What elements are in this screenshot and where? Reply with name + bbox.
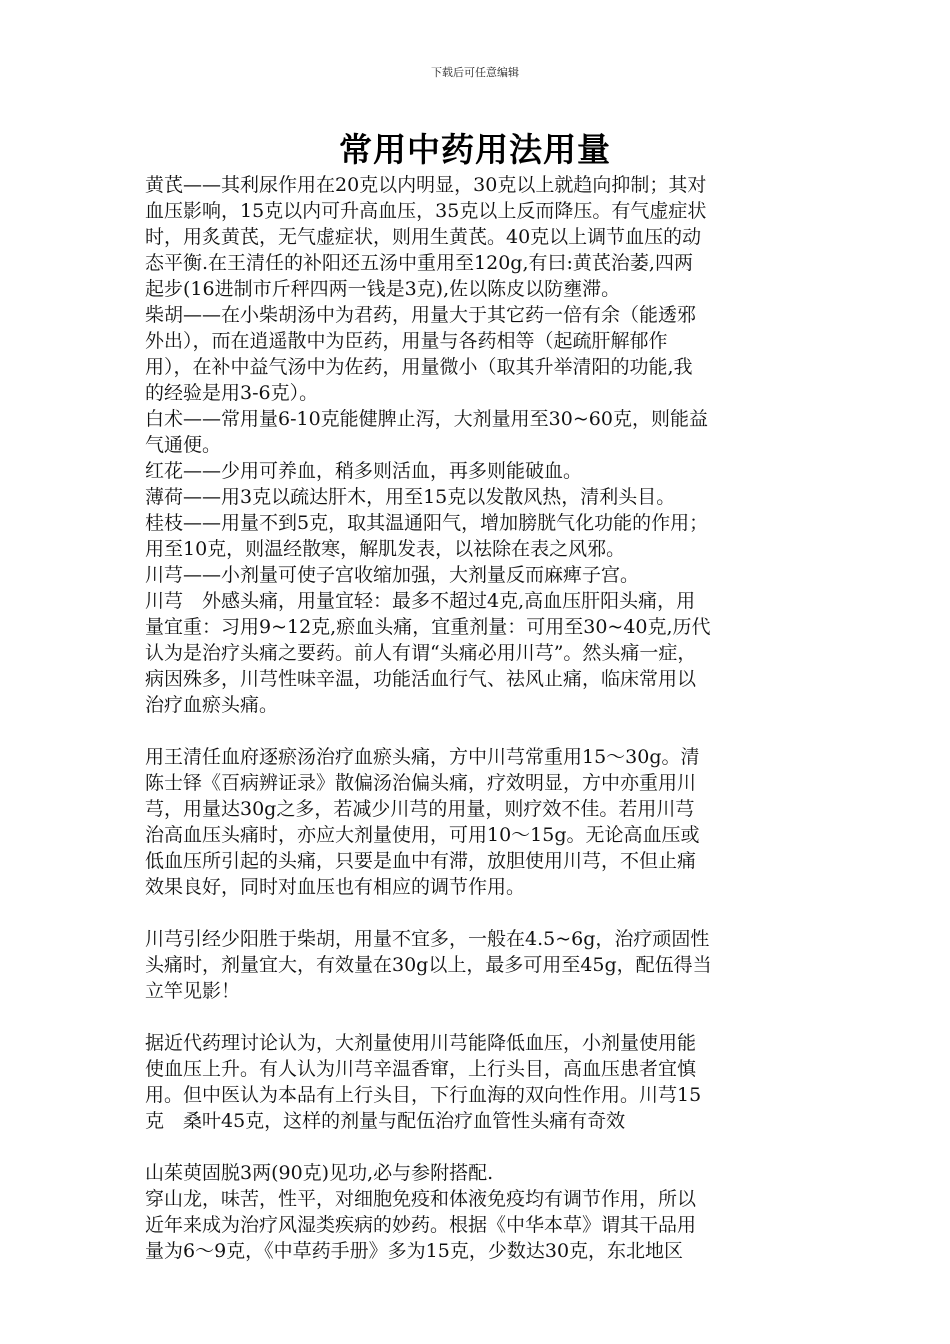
blank-line bbox=[145, 718, 813, 744]
text-line: 用。但中医认为本品有上行头目，下行血海的双向性作用。川芎15 bbox=[145, 1084, 702, 1106]
text-line: 芎，用量达30g之多，若减少川芎的用量，则疗效不佳。若用川芎 bbox=[145, 798, 695, 820]
document-body bbox=[145, 172, 813, 1264]
blank-line bbox=[145, 1134, 813, 1160]
text-line: 白术——常用量6-10克能健脾止泻，大剂量用至30~60克，则能益 bbox=[145, 408, 708, 430]
text-line: 近年来成为治疗风湿类疾病的妙药。根据《中华本草》谓其干品用 bbox=[145, 1214, 697, 1236]
text-line: 头痛时，剂量宜大，有效量在30g以上，最多可用至45g，配伍得当 bbox=[145, 954, 712, 976]
text-line: 低血压所引起的头痛，只要是血中有滞，放胆使用川芎，不但止痛 bbox=[145, 850, 697, 872]
header-note: 下载后可任意编辑 bbox=[431, 66, 519, 79]
text-line: 川芎 外感头痛，用量宜轻：最多不超过4克,高血压肝阳头痛，用 bbox=[145, 590, 696, 612]
text-line: 柴胡——在小柴胡汤中为君药，用量大于其它药一倍有余（能透邪 bbox=[145, 304, 697, 326]
text-line: 外出），而在逍遥散中为臣药，用量与各药相等（起疏肝解郁作 bbox=[145, 330, 668, 352]
text-line: 血压影响，15克以内可升高血压，35克以上反而降压。有气虚症状 bbox=[145, 200, 707, 222]
text-line: 起步(16进制市斤秤四两一钱是3克),佐以陈皮以防壅滞。 bbox=[145, 278, 621, 300]
text-line: 山茱萸固脱3两(90克)见功,必与参附搭配. bbox=[145, 1162, 494, 1184]
text-line: 病因殊多，川芎性味辛温，功能活血行气、祛风止痛，临床常用以 bbox=[145, 668, 697, 690]
text-line: 量宜重：习用9~12克,瘀血头痛，宜重剂量：可用至30~40克,历代 bbox=[145, 616, 711, 638]
text-line: 用至10克，则温经散寒，解肌发表，以祛除在表之风邪。 bbox=[145, 538, 626, 560]
text-line: 量为6～9克，《中草药手册》多为15克，少数达30克，东北地区 bbox=[145, 1240, 684, 1262]
text-line: 立竿见影！ bbox=[145, 980, 241, 1002]
text-line: 黄芪——其利尿作用在20克以内明显，30克以上就趋向抑制；其对 bbox=[145, 174, 707, 196]
text-line: 薄荷——用3克以疏达肝木，用至15克以发散风热，清利头目。 bbox=[145, 486, 676, 508]
text-line: 的经验是用3-6克）。 bbox=[145, 382, 319, 404]
text-line: 川芎引经少阳胜于柴胡，用量不宜多，一般在4.5~6g，治疗顽固性 bbox=[145, 928, 710, 950]
text-line: 时，用炙黄芪，无气虚症状，则用生黄芪。40克以上调节血压的动 bbox=[145, 226, 702, 248]
text-line: 陈士铎《百病辨证录》散偏汤治偏头痛，疗效明显，方中亦重用川 bbox=[145, 772, 697, 794]
text-line: 治高血压头痛时，亦应大剂量使用，可用10～15g。无论高血压或 bbox=[145, 824, 700, 846]
text-line: 克 桑叶45克，这样的剂量与配伍治疗血管性头痛有奇效 bbox=[145, 1110, 626, 1132]
text-line: 使血压上升。有人认为川芎辛温香窜，上行头目，高血压患者宜慎 bbox=[145, 1058, 697, 1080]
text-line: 用），在补中益气汤中为佐药，用量微小（取其升举清阳的功能,我 bbox=[145, 356, 693, 378]
text-line: 穿山龙，味苦，性平，对细胞免疫和体液免疫均有调节作用，所以 bbox=[145, 1188, 697, 1210]
blank-line bbox=[145, 1004, 813, 1030]
text-line: 气通便。 bbox=[145, 434, 222, 456]
text-line: 效果良好，同时对血压也有相应的调节作用。 bbox=[145, 876, 526, 898]
document-title: 常用中药用法用量 bbox=[339, 130, 611, 169]
text-line: 川芎——小剂量可使子宫收缩加强，大剂量反而麻痺子宫。 bbox=[145, 564, 640, 586]
text-line: 红花——少用可养血，稍多则活血，再多则能破血。 bbox=[145, 460, 583, 482]
text-line: 用王清任血府逐瘀汤治疗血瘀头痛，方中川芎常重用15～30g。清 bbox=[145, 746, 700, 768]
text-line: 桂枝——用量不到5克，取其温通阳气，增加膀胱气化功能的作用； bbox=[145, 512, 709, 534]
text-line: 据近代药理讨论认为，大剂量使用川芎能降低血压，小剂量使用能 bbox=[145, 1032, 697, 1054]
blank-line bbox=[145, 900, 813, 926]
text-line: 治疗血瘀头痛。 bbox=[145, 694, 279, 716]
text-line: 态平衡.在王清任的补阳还五汤中重用至120g,有曰:黄芪治萎,四两 bbox=[145, 252, 693, 274]
text-line: 认为是治疗头痛之要药。前人有谓“头痛必用川芎”。然头痛一症， bbox=[145, 642, 697, 664]
